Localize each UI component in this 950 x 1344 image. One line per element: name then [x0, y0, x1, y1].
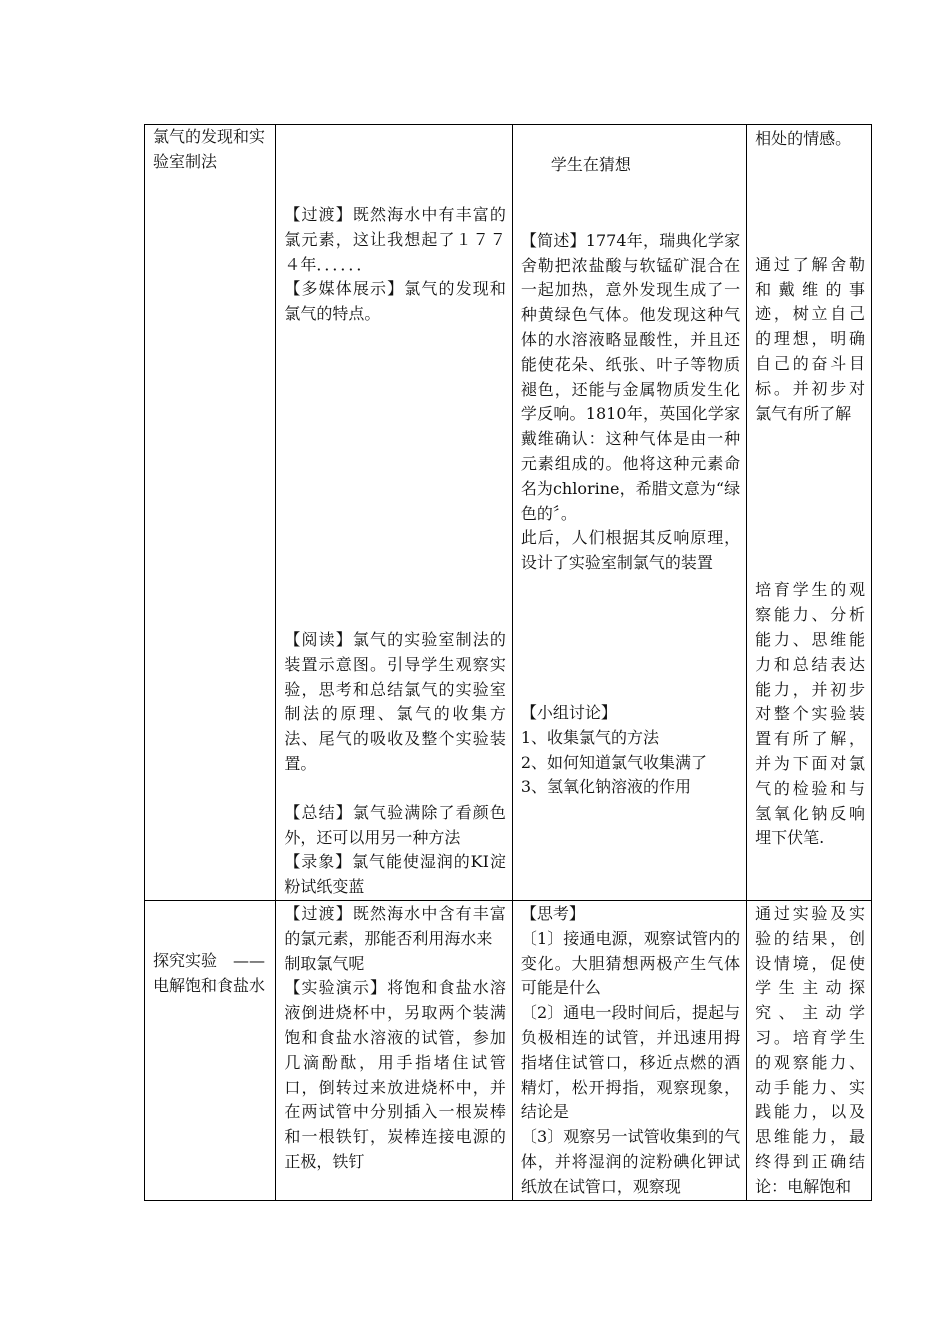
student-thinking-text: 【思考】 〔1〕接通电源，观察试管内的变化。大胆猜想两极产生气体可能是什么 〔2〕通电一段时间后，提起与负极相连的试管，并迅速用拇指堵住试管口，移近点燃的酒精灯，松开拇指，观察现象，结论是 〔3〕观察另一试管收集到的气体，并将湿润的淀粉碘化钾试纸放在试管口，观察现	[520, 903, 741, 1196]
teacher-activity-cell	[276, 125, 512, 901]
teacher-experiment-text: 【过渡】既然海水中含有丰富的氯元素，那能否利用海水来 制取氯气呢 【实验演示】将饱和食盐水溶液倒进烧杯中，另取两个装满饱和食盐水溶液的试管，参加几滴酚酞，用手指堵住试管口，倒转过来放进烧杯中，并在两试管中分别插入一根炭棒和一根铁钉，炭棒连接电源的正极，铁钉	[284, 903, 506, 1171]
intent-ability-text: 培育学生的观察能力、分析能力、思维能力和总结表达能力，并初步对整个实验装置有所了解，并为下面对氯气的检验和与氢氧化钠反响埋下伏笔.	[755, 580, 865, 848]
intent-experiment-text: 通过实验及实验的结果，创设情境，促使学生主动探究、主动学习。培育学生的观察能力、动手能力、实践能力，以及思维能力，最终得到正确结论：电解饱和	[755, 903, 865, 1196]
student-guess-text: 学生在猜想	[550, 155, 631, 174]
intent-ideal-text: 通过了解舍勒和戴维的事迹，树立自己的理想，明确自己的奋斗目标。并初步对氯气有所了解	[755, 254, 865, 423]
topic-text: 探究实验 ——电解饱和食盐水	[153, 950, 266, 995]
design-intent-cell	[747, 900, 872, 1200]
teacher-transition-text: 【过渡】既然海水中有丰富的氯元素，这让我想起了１７７４年．．．．．． 【多媒体展示】氯气的发现和氯气的特点。	[284, 205, 506, 324]
lesson-plan-table	[144, 124, 872, 1201]
table-row	[145, 900, 872, 1200]
student-activity-cell	[512, 900, 746, 1200]
student-discussion-text: 【小组讨论】 1、收集氯气的方法 2、如何知道氯气收集满了 3、氢氧化钠溶液的作用	[520, 702, 708, 797]
teacher-activity-cell	[276, 900, 512, 1200]
teacher-summary-text: 【总结】氯气验满除了看颜色外，还可以用另一种方法 【录象】氯气能使湿润的KI淀粉试纸变蓝	[284, 802, 506, 897]
intent-emotion-text: 相处的情感。	[755, 129, 852, 148]
teacher-reading-text: 【阅读】氯气的实验室制法的装置示意图。引导学生观察实验，思考和总结氯气的实验室制法的原理、氯气的收集方法、尾气的吸收及整个实验装置。	[284, 629, 506, 773]
topic-cell	[145, 900, 276, 1200]
table-row	[145, 125, 872, 901]
design-intent-cell	[747, 125, 872, 901]
topic-text: 氯气的发现和实验室制法	[153, 127, 266, 171]
topic-cell	[145, 125, 276, 901]
student-activity-cell	[512, 125, 746, 901]
student-summary-text: 【简述】1774年，瑞典化学家舍勒把浓盐酸与软锰矿混合在一起加热，意外发现生成了一种黄绿色气体。他发现这种气体的水溶液略显酸性，并且还能使花朵、纸张、叶子等物质褪色，还能与金属物质发生化学反响。1810年，英国化学家戴维确认：这种气体是由一种元素组成的。他将这种元素命名为chlorine，希腊文意为“绿色的〞。 此后，人们根据其反响原理，设计了实验室制氯气的装置	[520, 230, 741, 573]
